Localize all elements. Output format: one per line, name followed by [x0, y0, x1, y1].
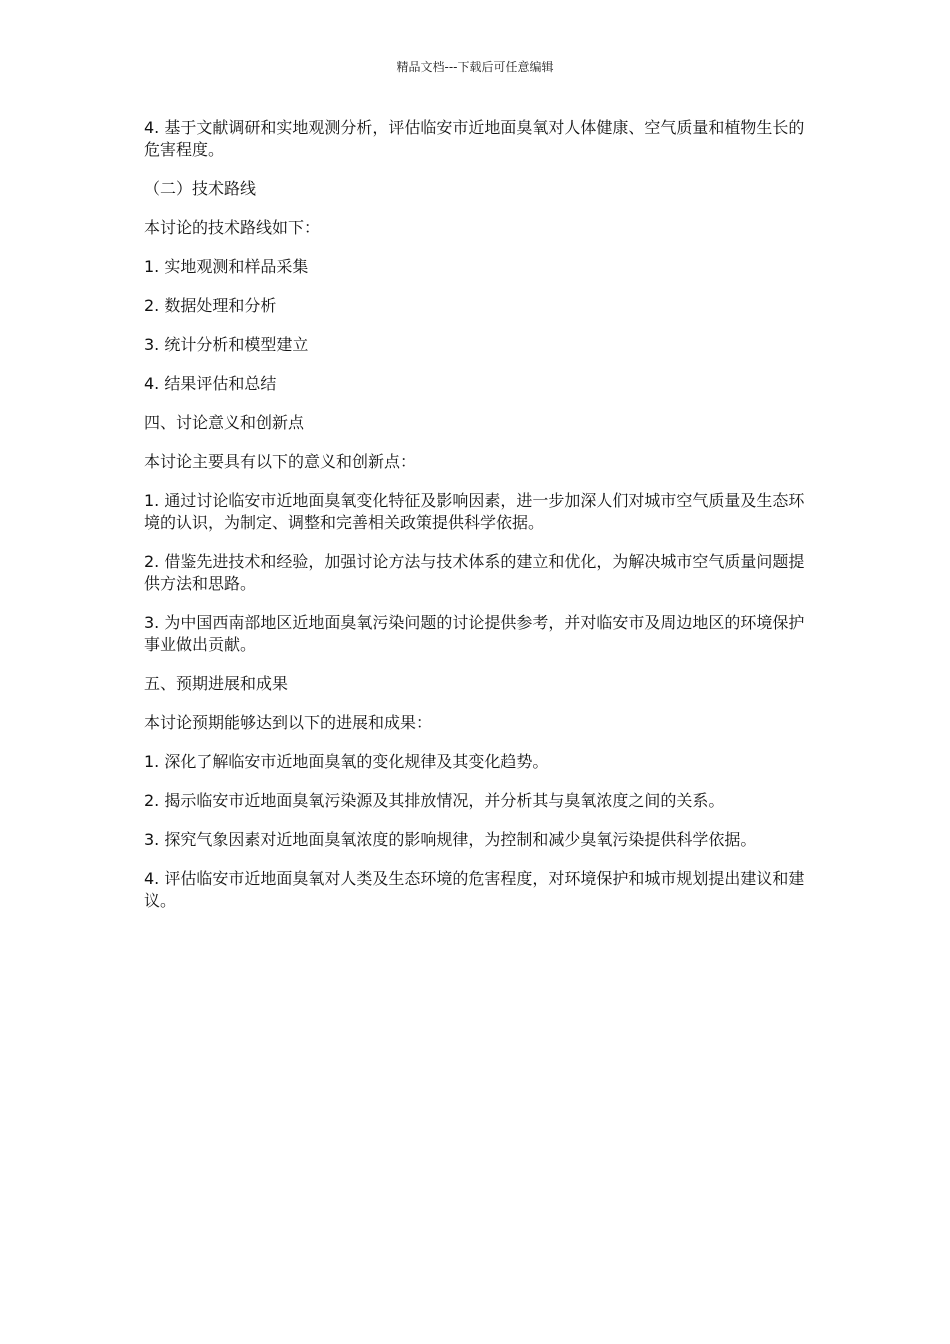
list-item-route-1: 1. 实地观测和样品采集 — [144, 257, 309, 276]
list-item-expected-4: 4. 评估临安市近地面臭氧对人类及生态环境的危害程度，对环境保护和城市规划提出建议和建议。 — [144, 869, 805, 910]
list-item-route-3: 3. 统计分析和模型建立 — [144, 335, 309, 354]
paragraph-objective-4: 4. 基于文献调研和实地观测分析，评估临安市近地面臭氧对人体健康、空气质量和植物生长的危害程度。 — [144, 118, 805, 159]
list-item-significance-3: 3. 为中国西南部地区近地面臭氧污染问题的讨论提供参考，并对临安市及周边地区的环境保护事业做出贡献。 — [144, 613, 805, 654]
section-heading-technical-route: （二）技术路线 — [144, 179, 257, 198]
list-item-expected-2: 2. 揭示临安市近地面臭氧污染源及其排放情况，并分析其与臭氧浓度之间的关系。 — [144, 791, 725, 810]
paragraph-route-intro: 本讨论的技术路线如下： — [144, 218, 321, 237]
paragraph-significance-intro: 本讨论主要具有以下的意义和创新点： — [144, 452, 417, 471]
page-header: 精品文档---下载后可任意编辑 — [396, 60, 554, 74]
document-body — [144, 117, 812, 929]
list-item-significance-1: 1. 通过讨论临安市近地面臭氧变化特征及影响因素，进一步加深人们对城市空气质量及生态环境的认识，为制定、调整和完善相关政策提供科学依据。 — [144, 491, 805, 532]
paragraph-expected-intro: 本讨论预期能够达到以下的进展和成果： — [144, 713, 433, 732]
list-item-route-2: 2. 数据处理和分析 — [144, 296, 277, 315]
list-item-route-4: 4. 结果评估和总结 — [144, 374, 277, 393]
list-item-significance-2: 2. 借鉴先进技术和经验，加强讨论方法与技术体系的建立和优化，为解决城市空气质量问题提供方法和思路。 — [144, 552, 805, 593]
section-heading-significance: 四、讨论意义和创新点 — [144, 413, 305, 432]
list-item-expected-3: 3. 探究气象因素对近地面臭氧浓度的影响规律，为控制和减少臭氧污染提供科学依据。 — [144, 830, 757, 849]
list-item-expected-1: 1. 深化了解临安市近地面臭氧的变化规律及其变化趋势。 — [144, 752, 549, 771]
section-heading-expected-results: 五、预期进展和成果 — [144, 674, 289, 693]
